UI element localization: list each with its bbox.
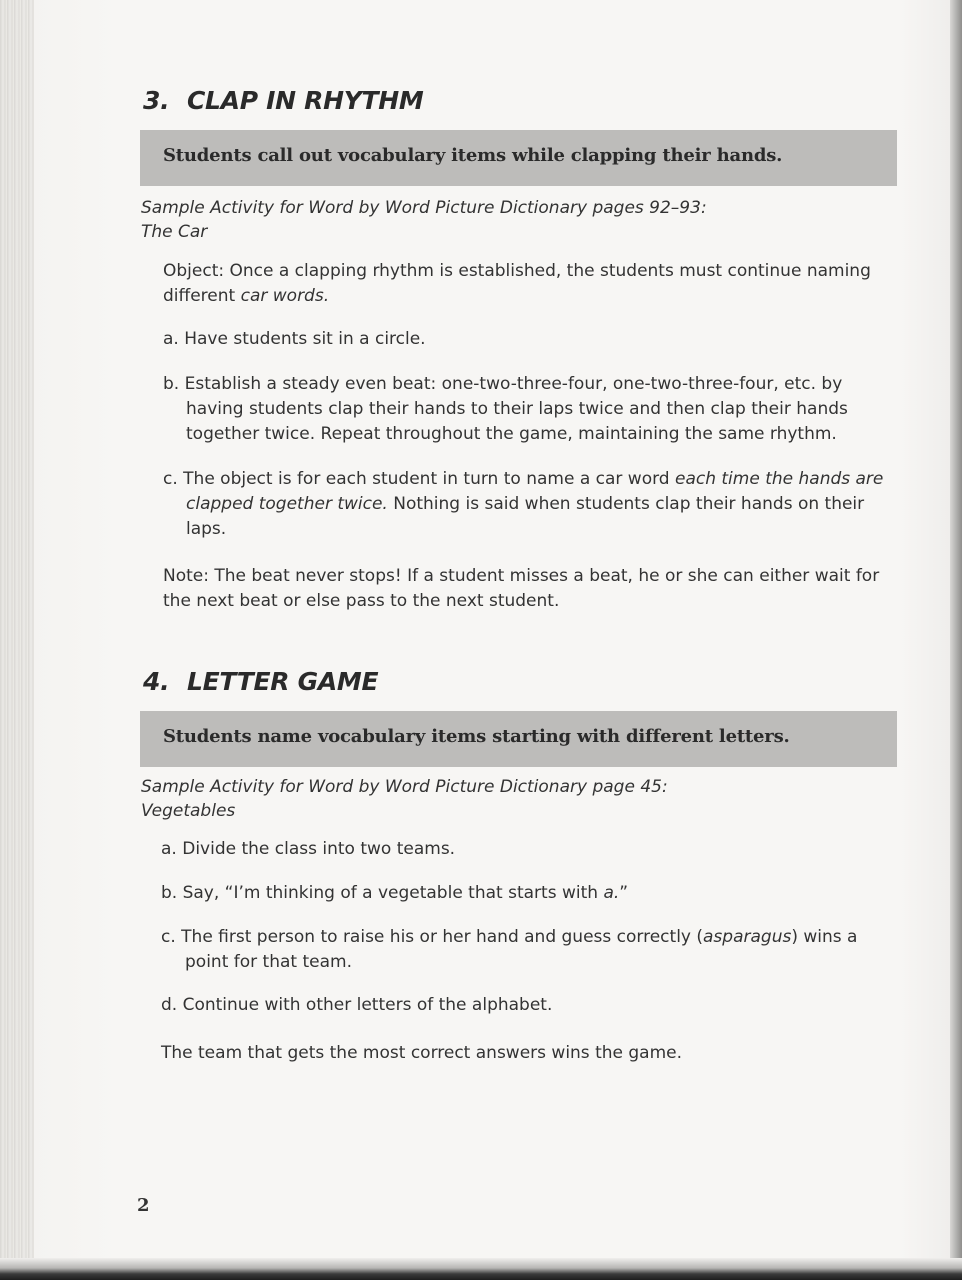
- section-4-number: 4.: [143, 667, 170, 696]
- letter-step-d-text: d. Continue with other letters of the alphabet.: [161, 995, 553, 1015]
- letter-step-b-emphasis: a.: [603, 883, 620, 903]
- section-3-object: [163, 259, 871, 309]
- section-4-closing: [161, 1041, 682, 1066]
- section-4-title: LETTER GAME: [187, 667, 379, 696]
- section-4-step-d: [161, 993, 552, 1018]
- step-c-text-2: Nothing is said when students clap their hands on their: [387, 494, 865, 514]
- step-c-line-1: [163, 467, 883, 492]
- step-b-line-2: having students clap their hands to their laps twice and then clap their hands: [186, 399, 848, 419]
- section-3-step-a: [163, 327, 426, 352]
- section-4-heading: [143, 667, 378, 696]
- section-3-note: [163, 564, 879, 614]
- step-c-emphasis: each time the hands are: [674, 469, 884, 489]
- section-4-banner: [140, 711, 897, 767]
- page-binding-edge: [0, 0, 34, 1280]
- letter-step-c-text-2: ) wins a: [791, 927, 858, 947]
- section-3-object-line-1: Object: Once a clapping rhythm is established, the students must continue naming: [163, 261, 871, 281]
- step-a-text: a. Have students sit in a circle.: [163, 329, 426, 349]
- section-3-title: CLAP IN RHYTHM: [187, 86, 424, 115]
- section-3-banner-text: Students call out vocabulary items while clapping their hands.: [163, 145, 783, 166]
- section-4-step-b: [161, 881, 628, 906]
- section-4-step-c: [161, 925, 857, 975]
- section-4-sample-line-2: Vegetables: [141, 801, 236, 821]
- section-3-step-c: [163, 467, 883, 542]
- section-4-banner-text: Students name vocabulary items starting with different letters.: [163, 726, 790, 747]
- step-b-line-1: b. Establish a steady even beat: one-two-three-four, one-two-three-four, etc. by: [163, 374, 843, 394]
- letter-step-b-text: b. Say, “I’m thinking of a vegetable that starts with: [161, 883, 604, 903]
- object-text: different: [163, 286, 241, 306]
- note-line-1: Note: The beat never stops! If a student misses a beat, he or she can either wait for: [163, 566, 880, 586]
- section-4-sample-activity: [141, 775, 668, 823]
- section-3-step-b: [163, 372, 848, 447]
- step-c-line-2: [163, 492, 883, 517]
- object-emphasis: car words.: [240, 286, 330, 306]
- section-3-object-line-2: [163, 284, 871, 309]
- note-line-2: the next beat or else pass to the next student.: [163, 591, 560, 611]
- section-3-sample-line-2: The Car: [141, 222, 208, 242]
- letter-step-c-line-1: [161, 925, 857, 950]
- section-3-sample-line-1: Sample Activity for Word by Word Picture Dictionary pages 92–93:: [141, 198, 707, 218]
- step-c-line-3: laps.: [186, 519, 227, 539]
- section-4-sample-line-1: Sample Activity for Word by Word Picture Dictionary page 45:: [141, 777, 668, 797]
- step-c-text: c. The object is for each student in turn to name a car word: [163, 469, 675, 489]
- section-4-step-a: [161, 837, 455, 862]
- section-3-heading: [143, 86, 424, 115]
- page-bottom-edge: [0, 1258, 962, 1280]
- page-number: 2: [137, 1195, 150, 1216]
- page-right-edge: [950, 0, 962, 1280]
- step-b-line-3: together twice. Repeat throughout the game, maintaining the same rhythm.: [186, 424, 837, 444]
- letter-step-a-text: a. Divide the class into two teams.: [161, 839, 456, 859]
- letter-step-b-line: [161, 881, 628, 906]
- section-3-number: 3.: [143, 86, 170, 115]
- letter-step-b-quote: ”: [619, 883, 629, 903]
- section-3-sample-activity: [141, 196, 707, 244]
- letter-step-c-line-2: point for that team.: [185, 952, 352, 972]
- step-c-emphasis-2: clapped together twice.: [186, 494, 388, 514]
- closing-text: The team that gets the most correct answers wins the game.: [161, 1043, 683, 1063]
- letter-step-c-emphasis: asparagus: [703, 927, 792, 947]
- section-3-banner: [140, 130, 897, 186]
- letter-step-c-text: c. The first person to raise his or her hand and guess correctly (: [161, 927, 704, 947]
